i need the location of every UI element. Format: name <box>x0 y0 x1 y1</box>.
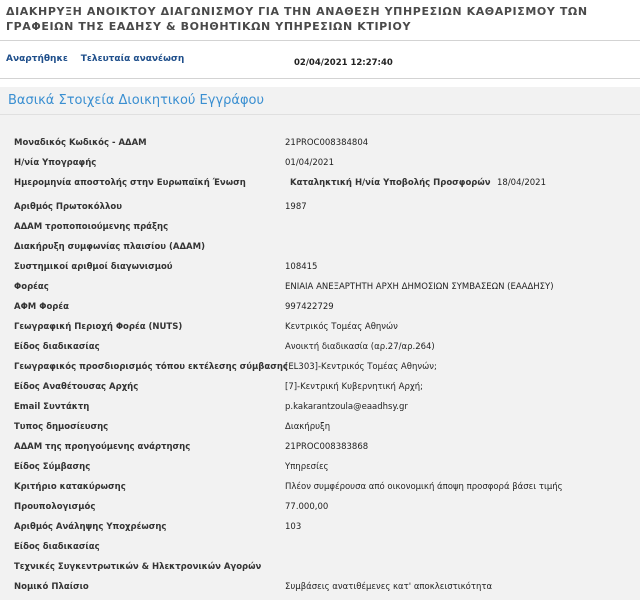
field-row <box>0 154 640 174</box>
field-label: Αριθμός Πρωτοκόλλου <box>14 202 122 212</box>
page-title: ΔΙΑΚΗΡΥΞΗ ΑΝΟΙΚΤΟΥ ΔΙΑΓΩΝΙΣΜΟΥ ΓΙΑ ΤΗΝ ΑΝΑΘΕΣΗ ΥΠΗΡΕΣΙΩΝ ΚΑΘΑΡΙΣΜΟΥ ΤΩΝ ΓΡΑΦΕΙΩΝ ΤΗΣ ΕΑΔΗΣΥ & ΒΟΗΘΗΤΙΚΩΝ ΥΠΗΡΕΣΙΩΝ ΚΤΙΡΙΟΥ <box>6 5 588 33</box>
field-label: Νομικό Πλαίσιο <box>14 582 89 592</box>
posted-value: 02/04/2021 12:27:40 <box>294 58 393 68</box>
field-value: [EL303]-Κεντρικός Τομέας Αθηνών; <box>285 362 437 372</box>
field-value: 108415 <box>285 262 318 272</box>
field-row <box>0 438 640 458</box>
field-row <box>0 218 640 238</box>
field-label: Είδος διαδικασίας <box>14 542 100 552</box>
field-row <box>0 378 640 398</box>
field-value: 1987 <box>285 202 307 212</box>
field-row <box>0 134 640 154</box>
field-row <box>0 478 640 498</box>
field-row <box>0 318 640 338</box>
field-value: Πλέον συμφέρουσα από οικονομική άποψη προσφορά βάσει τιμής <box>285 482 563 492</box>
field-row <box>0 278 640 298</box>
field-label: Είδος διαδικασίας <box>14 342 100 352</box>
field-label: Συστημικοί αριθμοί διαγωνισμού <box>14 262 173 272</box>
field-row <box>0 538 640 558</box>
field-value: Υπηρεσίες <box>285 462 329 472</box>
divider <box>0 40 640 41</box>
field-value: Διακήρυξη <box>285 422 331 432</box>
field-label: Μοναδικός Κωδικός - ΑΔΑΜ <box>14 138 147 148</box>
field-value: 77.000,00 <box>285 502 329 512</box>
divider <box>0 78 640 79</box>
field-row <box>0 558 640 578</box>
posted-label: Αναρτήθηκε <box>6 54 68 64</box>
basic-info-section <box>0 87 640 600</box>
field-row <box>0 258 640 278</box>
field-label: Τεχνικές Συγκεντρωτικών & Ηλεκτρονικών Αγορών <box>14 562 262 572</box>
field-value: ΕΝΙΑΙΑ ΑΝΕΞΑΡΤΗΤΗ ΑΡΧΗ ΔΗΜΟΣΙΩΝ ΣΥΜΒΑΣΕΩΝ (ΕΑΑΔΗΣΥ) <box>285 282 554 292</box>
field-label: Προυπολογισμός <box>14 502 96 512</box>
field-label: ΑΔΑΜ της προηγούμενης ανάρτησης <box>14 442 191 452</box>
field-value: [7]-Κεντρική Κυβερνητική Αρχή; <box>285 382 424 392</box>
field-row <box>0 174 640 194</box>
field-row <box>0 498 640 518</box>
field-value: p.kakarantzoula@eaadhsy.gr <box>285 402 408 412</box>
field-label: Κριτήριο κατακύρωσης <box>14 482 126 492</box>
field-label: Διακήρυξη συμφωνίας πλαισίου (ΑΔΑΜ) <box>14 242 205 252</box>
field-row <box>0 578 640 598</box>
field-row <box>0 338 640 358</box>
deadline-value: 18/04/2021 <box>497 178 546 188</box>
field-row <box>0 198 640 218</box>
field-label: Τυπος δημοσίευσης <box>14 422 109 432</box>
field-row <box>0 238 640 258</box>
field-label: Ημερομηνία αποστολής στην Ευρωπαϊκή Ένωση <box>14 178 246 188</box>
field-label: Είδος Αναθέτουσας Αρχής <box>14 382 139 392</box>
field-label: Γεωγραφική Περιοχή Φορέα (NUTS) <box>14 322 183 332</box>
field-label: Γεωγραφικός προσδιορισμός τόπου εκτέλεσης σύμβασης <box>14 362 288 372</box>
field-value: Ανοικτή διαδικασία (αρ.27/αρ.264) <box>285 342 435 352</box>
field-row <box>0 518 640 538</box>
field-value: Συμβάσεις ανατιθέμενες κατ' αποκλειστικότητα <box>285 582 493 592</box>
section-divider <box>0 114 640 115</box>
posting-meta <box>6 54 393 68</box>
field-label: Αριθμός Ανάληψης Υποχρέωσης <box>14 522 167 532</box>
field-value: 01/04/2021 <box>285 158 334 168</box>
field-label: ΑΔΑΜ τροποποιούμενης πράξης <box>14 222 169 232</box>
section-title: Βασικά Στοιχεία Διοικητικού Εγγράφου <box>8 93 265 108</box>
field-row <box>0 418 640 438</box>
field-row <box>0 358 640 378</box>
field-label: Email Συντάκτη <box>14 402 90 412</box>
field-row <box>0 398 640 418</box>
field-value: Κεντρικός Τομέας Αθηνών <box>285 322 398 332</box>
field-label: Φορέας <box>14 282 49 292</box>
field-value: 21PROC008383868 <box>285 442 369 452</box>
last-update-link[interactable]: Τελευταία ανανέωση <box>80 54 185 64</box>
deadline-label: Καταληκτική Η/νία Υποβολής Προσφορών <box>290 178 491 188</box>
field-label: Η/νία Υπογραφής <box>14 158 97 168</box>
field-row <box>0 458 640 478</box>
field-row <box>0 298 640 318</box>
field-label: ΑΦΜ Φορέα <box>14 302 69 312</box>
field-value: 997422729 <box>285 302 334 312</box>
field-value: 103 <box>285 522 302 532</box>
field-value: 21PROC008384804 <box>285 138 369 148</box>
field-label: Είδος Σύμβασης <box>14 462 91 472</box>
